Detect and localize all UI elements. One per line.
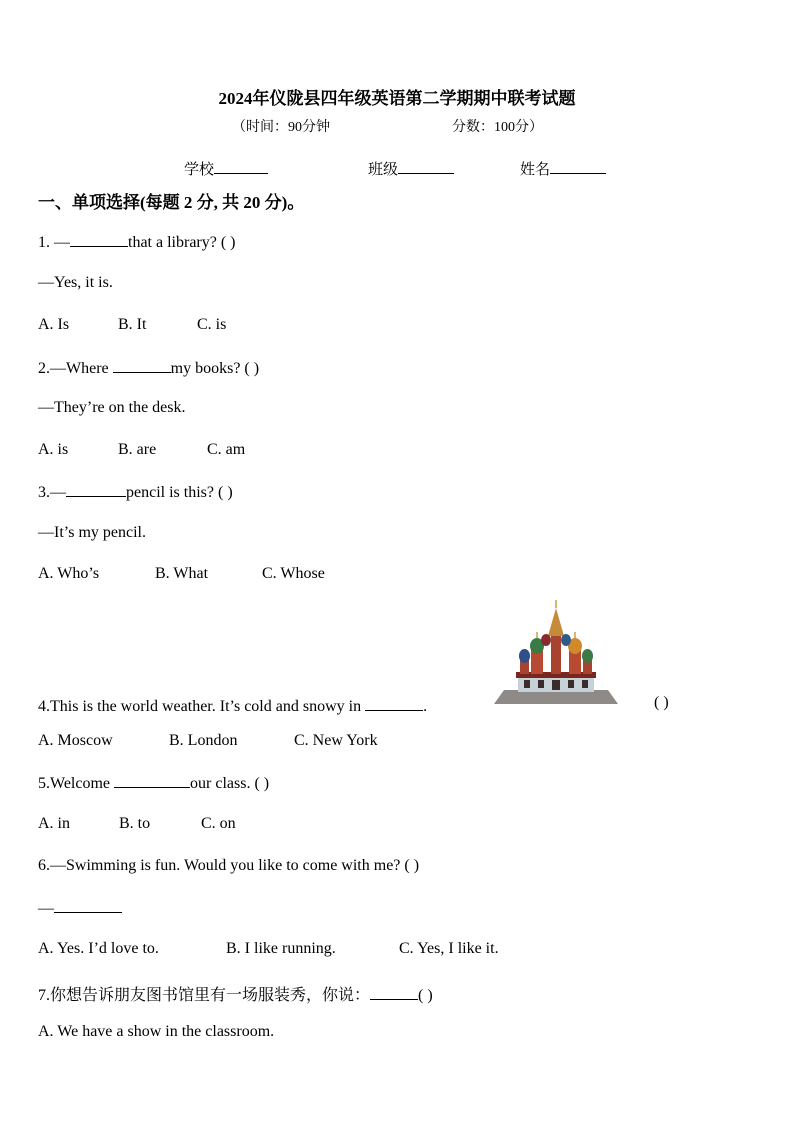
exam-time: （时间：90分钟 bbox=[232, 120, 330, 135]
question-2-prefix: 2.—Where bbox=[38, 360, 113, 377]
question-1-prefix: 1. — bbox=[38, 234, 70, 251]
question-3-prefix: 3.— bbox=[38, 484, 66, 501]
option-a: A. is bbox=[38, 441, 69, 458]
question-7-blank bbox=[370, 985, 418, 1000]
option-b: B. I like running. bbox=[226, 940, 336, 957]
question-2 bbox=[38, 358, 259, 378]
question-4-prefix: 4.This is the world weather. It’s cold and snowy in bbox=[38, 698, 366, 715]
question-3-text: pencil is this? ( ) bbox=[126, 484, 233, 501]
class-label: 班级 bbox=[368, 162, 399, 178]
question-3-options bbox=[38, 565, 325, 583]
option-a: A. Yes. I’d love to. bbox=[38, 940, 159, 957]
question-7 bbox=[38, 982, 433, 1005]
kremlin-cathedral-icon bbox=[494, 600, 618, 706]
question-2-answer: —They’re on the desk. bbox=[38, 399, 186, 416]
question-5-text: our class. ( ) bbox=[190, 775, 270, 792]
name-blank bbox=[550, 172, 606, 174]
question-2-blank bbox=[113, 358, 171, 373]
question-1-blank bbox=[70, 232, 128, 247]
school-label: 学校 bbox=[184, 162, 215, 178]
question-6-options bbox=[38, 940, 499, 958]
question-5-blank bbox=[114, 773, 190, 788]
question-3 bbox=[38, 482, 233, 502]
option-c: C. am bbox=[207, 441, 246, 458]
option-c: C. is bbox=[197, 316, 227, 333]
question-1 bbox=[38, 232, 236, 252]
question-5-prefix: 5.Welcome bbox=[38, 775, 115, 792]
question-1-options bbox=[38, 316, 226, 334]
question-7-prefix: 7.你想告诉朋友图书馆里有一场服装秀，你说： bbox=[38, 987, 371, 1004]
school-blank bbox=[214, 172, 268, 174]
question-3-blank bbox=[66, 482, 126, 497]
school-field bbox=[184, 158, 268, 179]
question-7-text: ( ) bbox=[418, 987, 433, 1004]
question-1-text: that a library? ( ) bbox=[128, 234, 236, 251]
question-2-options bbox=[38, 441, 245, 459]
question-6-blank bbox=[54, 898, 122, 913]
option-b: B. London bbox=[169, 732, 238, 749]
question-4-blank bbox=[365, 696, 423, 711]
question-4-options bbox=[38, 732, 378, 750]
question-5 bbox=[38, 773, 269, 793]
option-b: B. It bbox=[118, 316, 147, 333]
option-a: A. Moscow bbox=[38, 732, 113, 749]
option-b: B. What bbox=[155, 565, 209, 582]
option-a: A. in bbox=[38, 815, 70, 832]
option-a: A. Who’s bbox=[38, 565, 100, 582]
question-4-text: . bbox=[423, 698, 428, 715]
option-c: C. on bbox=[201, 815, 236, 832]
question-3-answer: —It’s my pencil. bbox=[38, 524, 146, 541]
class-blank bbox=[398, 172, 454, 174]
question-5-options bbox=[38, 815, 236, 833]
name-label: 姓名 bbox=[520, 162, 551, 178]
question-4 bbox=[38, 696, 427, 716]
option-b: B. are bbox=[118, 441, 157, 458]
question-4-answer-paren: ( ) bbox=[654, 694, 669, 711]
option-a: A. Is bbox=[38, 316, 70, 333]
option-c: C. Whose bbox=[262, 565, 325, 582]
option-b: B. to bbox=[119, 815, 151, 832]
name-field bbox=[520, 158, 606, 179]
question-2-text: my books? ( ) bbox=[170, 360, 260, 377]
option-c: C. Yes, I like it. bbox=[399, 940, 499, 957]
exam-score: 分数：100分） bbox=[452, 120, 543, 135]
class-field bbox=[368, 158, 454, 179]
question-6-dash: — bbox=[38, 900, 54, 917]
question-6: 6.—Swimming is fun. Would you like to come with me? ( ) bbox=[38, 857, 420, 874]
question-6-answer bbox=[38, 898, 122, 918]
section-heading: 一、单项选择(每题 2 分, 共 20 分)。 bbox=[38, 193, 305, 212]
question-7-option-a: A. We have a show in the classroom. bbox=[38, 1023, 275, 1040]
question-1-answer: —Yes, it is. bbox=[38, 274, 113, 291]
page-title: 2024年仪陇县四年级英语第二学期期中联考试题 bbox=[218, 89, 576, 108]
option-c: C. New York bbox=[294, 732, 378, 749]
